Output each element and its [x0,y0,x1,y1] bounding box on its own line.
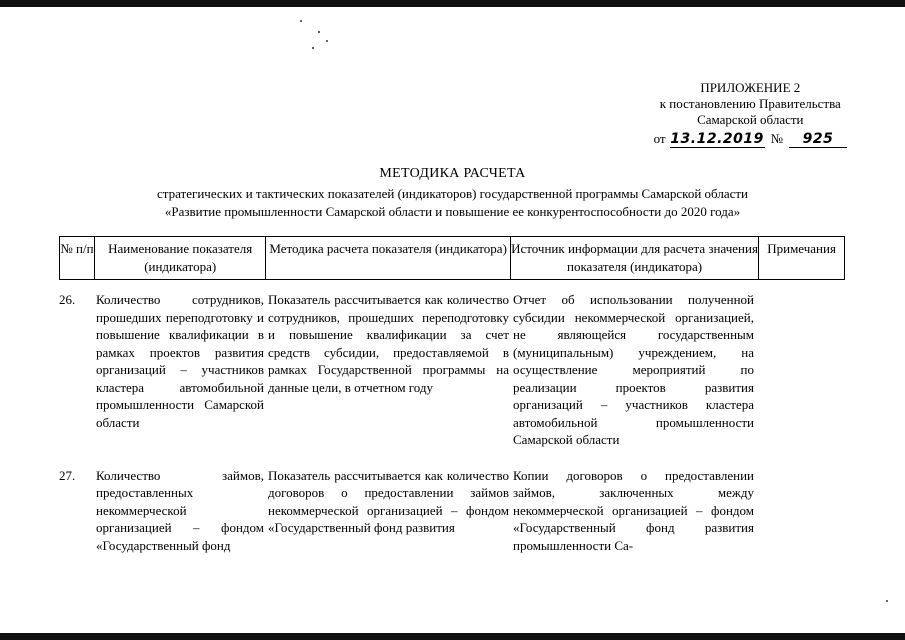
row-number: 27. [59,467,76,483]
row-number: 26. [59,292,76,307]
document-title: МЕТОДИКА РАСЧЕТА [379,166,526,181]
indicator-name: Количество сотрудников, прошедших переподготовку и повышение квалификации в рамках проектов развития организаций – участников кластера автомобильной промышленности Самарской области [96,292,264,430]
resolution-date-line [654,131,847,148]
scan-speck [312,47,314,49]
appendix-label: ПРИЛОЖЕНИЕ 2 [700,80,801,95]
region-label: Самарской области [697,112,804,127]
header-notes: Примечания [767,241,836,256]
calculation-method: Показатель рассчитывается как количество договоров о предоставлении займов некоммерческой организацией – фондом «Государственный фонд развития [268,467,509,535]
information-source: Отчет об использовании полученной субсидии некоммерческой организацией, не являющейся государственным (муниципальным) учреждением, на осуществление мероприятий по реализации проектов развития организаций – участников кластера автомобильной промышленности Самарской области [513,292,754,447]
header-number: № п/п [60,237,95,279]
table-row [59,291,845,449]
information-source: Копии договоров о предоставлении займов, заключенных между некоммерческой организацией – фондом «Государственный фонд развития промышленности Са- [513,467,754,553]
scan-speck [886,600,888,602]
scan-speck [300,20,302,22]
appendix-header [654,80,847,148]
calculation-method: Показатель рассчитывается как количество сотрудников, прошедших переподготовку и повышение квалификации за счет средств субсидии, предоставляемой в рамках Государственной программы на данные цели, в отчетном году [268,292,509,395]
resolution-label: к постановлению Правительства [659,96,841,111]
document-subtitle [40,185,865,221]
header-calculation-method: Методика расчета показателя (индикатора) [266,237,510,279]
subtitle-line-1: стратегических и тактических показателей (индикаторов) государственной программы Самарской области [157,186,748,201]
scan-border-bottom [0,633,905,640]
resolution-number: 925 [789,131,847,148]
notes [760,291,845,449]
header-indicator-name: Наименование показателя (индикатора) [95,237,267,279]
scan-speck [318,31,320,33]
scan-border-top [0,0,905,7]
table-header [59,236,845,280]
subtitle-line-2: «Развитие промышленности Самарской области и повышение ее конкурентоспособности до 2020 года» [164,204,741,219]
notes [760,467,845,555]
number-prefix: № [770,131,783,146]
scan-speck [326,40,328,42]
date-prefix: от [653,131,666,146]
table-row [59,467,845,555]
resolution-date: 13.12.2019 [670,131,764,147]
header-information-source: Источник информации для расчета значения показателя (индикатора) [511,237,759,279]
table-body [59,291,845,554]
indicator-name: Количество займов, предоставленных некоммерческой организацией – фондом «Государственный фонд [96,467,264,553]
